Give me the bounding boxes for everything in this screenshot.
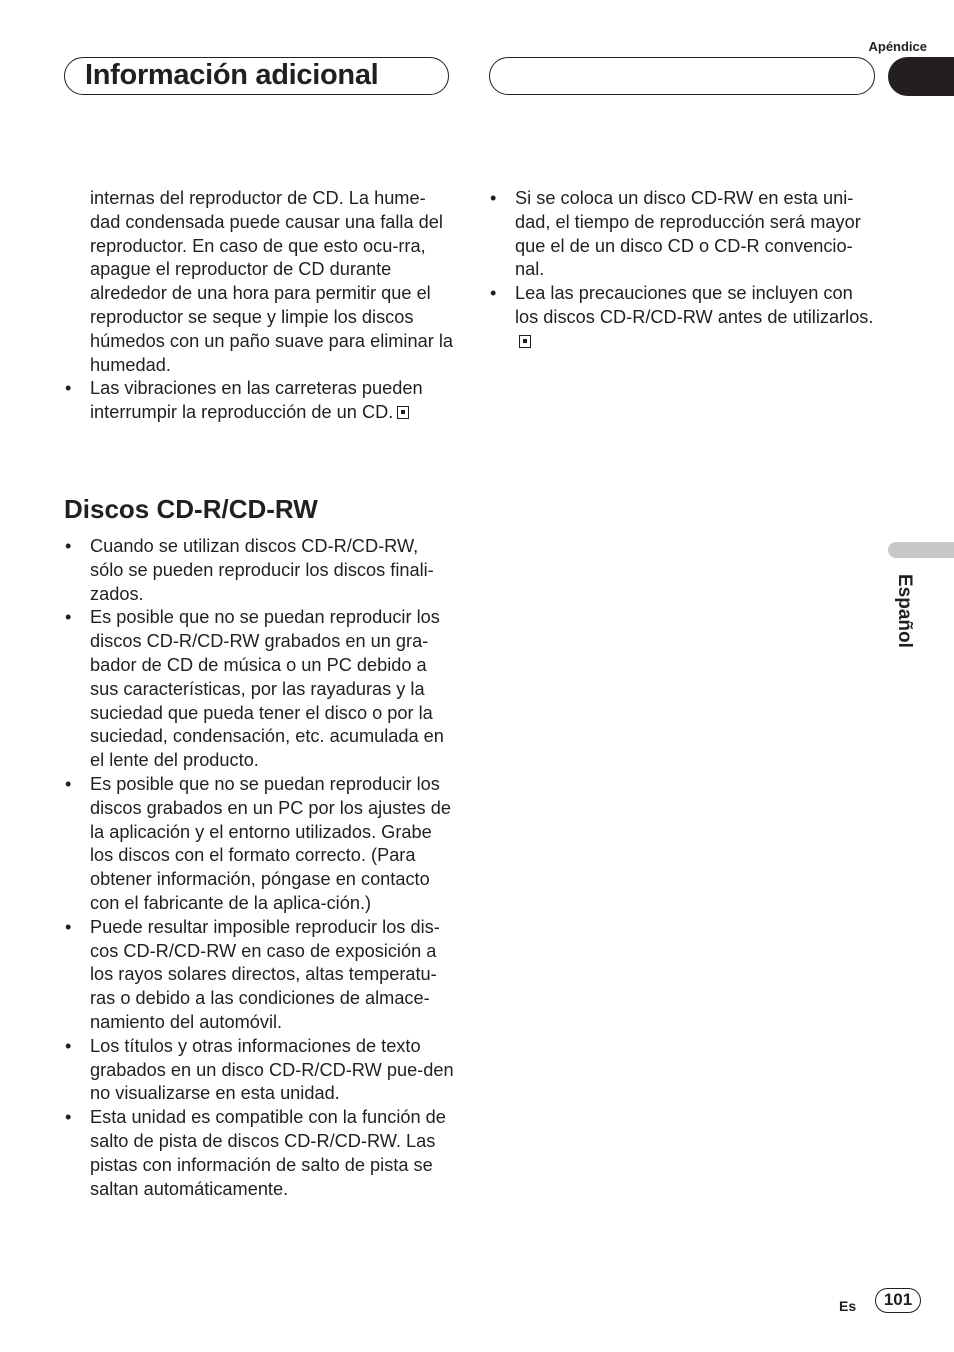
list-item-text: Es posible que no se puedan reproducir los discos CD-R/CD-RW grabados en un gra-bador de CD de música o un PC debido a sus características, por las rayaduras y la suciedad que pueda tener el disco o por la suciedad, condensación, etc. acumulada en el lente del producto. xyxy=(90,607,444,771)
bullet-icon: • xyxy=(65,378,72,399)
page-title: Información adicional xyxy=(85,59,379,91)
section-header xyxy=(64,57,449,95)
bullet-list xyxy=(489,187,879,354)
bullet-icon: • xyxy=(65,1107,72,1128)
bullet-icon: • xyxy=(65,916,72,937)
header-empty-pill xyxy=(489,57,875,95)
section-heading: Discos CD-R/CD-RW xyxy=(64,494,318,524)
list-item-text: Cuando se utilizan discos CD-R/CD-RW, sólo se pueden reproducir los discos finali-zados. xyxy=(90,536,434,604)
list-item-text: Los títulos y otras informaciones de texto grabados en un disco CD-R/CD-RW pue-den no visualizarse en esta unidad. xyxy=(90,1035,454,1104)
list-item xyxy=(489,282,879,353)
right-column xyxy=(489,187,879,354)
list-item-text: Las vibraciones en las carreteras pueden interrumpir la reproducción de un CD. xyxy=(90,378,423,423)
footer-language-code: Es xyxy=(839,1298,857,1314)
end-of-section-icon xyxy=(519,335,531,348)
bullet-icon: • xyxy=(490,188,497,208)
list-item-text: Esta unidad es compatible con la función de salto de pista de discos CD-R/CD-RW. Las pistas con información de salto de pista se saltan automáticamente. xyxy=(90,1107,446,1199)
language-label: Español xyxy=(894,574,915,648)
end-of-section-icon xyxy=(397,406,409,419)
list-item xyxy=(64,1106,454,1201)
chapter-tab xyxy=(888,57,954,96)
bullet-icon: • xyxy=(65,607,72,628)
list-item xyxy=(64,535,454,606)
bullet-list xyxy=(64,377,454,425)
bullet-icon: • xyxy=(65,1035,72,1056)
list-item-text: Si se coloca un disco CD-RW en esta uni-dad, el tiempo de reproducción será mayor que el de un disco CD o CD-R convencio-nal. xyxy=(515,188,861,280)
appendix-label: Apéndice xyxy=(868,39,927,54)
bullet-list xyxy=(64,535,454,1201)
language-tab-marker xyxy=(888,542,954,558)
list-item xyxy=(64,606,454,773)
list-item xyxy=(64,377,454,425)
page-number: 101 xyxy=(875,1288,921,1313)
bullet-icon: • xyxy=(490,283,497,304)
list-item xyxy=(489,187,879,282)
list-item-text: Puede resultar imposible reproducir los dis-cos CD-R/CD-RW en caso de exposición a los rayos solares directos, altas temperatu-ras o debido a las condiciones de almace-namiento del automóvil. xyxy=(90,916,440,1032)
left-column xyxy=(64,187,454,425)
bullet-icon: • xyxy=(65,536,72,556)
list-item-text: Es posible que no se puedan reproducir los discos grabados en un PC por los ajustes de la aplicación y el entorno utilizados. Grabe los discos con el formato correcto. (Para obtener información, póngase en contacto con el fabricante de la aplica-ción.) xyxy=(90,773,451,913)
list-item xyxy=(64,916,454,1035)
list-item xyxy=(64,773,454,916)
bullet-icon: • xyxy=(65,773,72,794)
continuation-paragraph: internas del reproductor de CD. La hume-dad condensada puede causar una falla del reproductor. En caso de que esto ocu-rra, apague el reproductor de CD durante alrededor de una hora para permitir que el reproductor se seque y limpie los discos húmedos con un paño suave para eliminar la humedad. xyxy=(90,188,453,375)
section-body xyxy=(64,535,454,1201)
list-item-text: Lea las precauciones que se incluyen con los discos CD-R/CD-RW antes de utilizarlos. xyxy=(515,283,874,327)
list-item xyxy=(64,1035,454,1106)
